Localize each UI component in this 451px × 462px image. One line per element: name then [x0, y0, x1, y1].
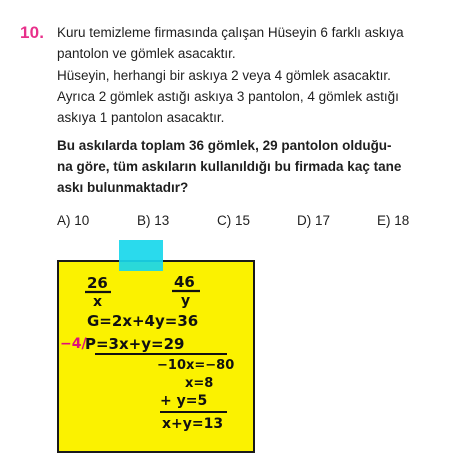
- question-prompt-line: na göre, tüm askıların kullanıldığı bu firmada kaç tane: [57, 159, 402, 174]
- question-info: [57, 65, 437, 128]
- choice-c[interactable]: C) 15: [217, 213, 251, 228]
- handwritten-solution: [57, 260, 255, 453]
- answer-choices: [57, 213, 437, 233]
- question-prompt: [57, 135, 437, 198]
- fraction-right-numerator: 46: [174, 273, 195, 291]
- fraction-left-numerator: 26: [87, 274, 108, 292]
- choice-b[interactable]: B) 13: [137, 213, 170, 228]
- result-total: x+y=13: [162, 416, 224, 432]
- step-y-value: + y=5: [160, 393, 208, 409]
- question-stem: [57, 22, 437, 64]
- equation-pants: P=3x+y=29: [85, 335, 185, 353]
- question-prompt-line: Bu askılarda toplam 36 gömlek, 29 pantolon olduğu-: [57, 138, 392, 153]
- question-info-line: askıya 1 pantolon asacaktır.: [57, 110, 225, 125]
- choice-d[interactable]: D) 17: [297, 213, 331, 228]
- choice-e[interactable]: E) 18: [377, 213, 410, 228]
- question-info-line: Ayrıca 2 gömlek astığı askıya 3 pantolon, 4 gömlek astığı: [57, 89, 399, 104]
- fraction-left-denominator: x: [93, 294, 103, 310]
- equation-multiplier: −4/: [60, 336, 87, 352]
- question-stem-line: Kuru temizleme firmasında çalışan Hüseyin 6 farklı askıya: [57, 25, 404, 40]
- step-subtract: −10x=−80: [157, 358, 235, 373]
- choice-a[interactable]: A) 10: [57, 213, 90, 228]
- question-stem-line: pantolon ve gömlek asacaktır.: [57, 46, 236, 61]
- question-number: 10.: [20, 23, 45, 42]
- question-prompt-line: askı bulunmaktadır?: [57, 180, 189, 195]
- step-x-value: x=8: [185, 376, 214, 391]
- question-info-line: Hüseyin, herhangi bir askıya 2 veya 4 gömlek asacaktır.: [57, 68, 391, 83]
- fraction-right-denominator: y: [181, 293, 191, 309]
- equation-shirts: G=2x+4y=36: [87, 312, 199, 330]
